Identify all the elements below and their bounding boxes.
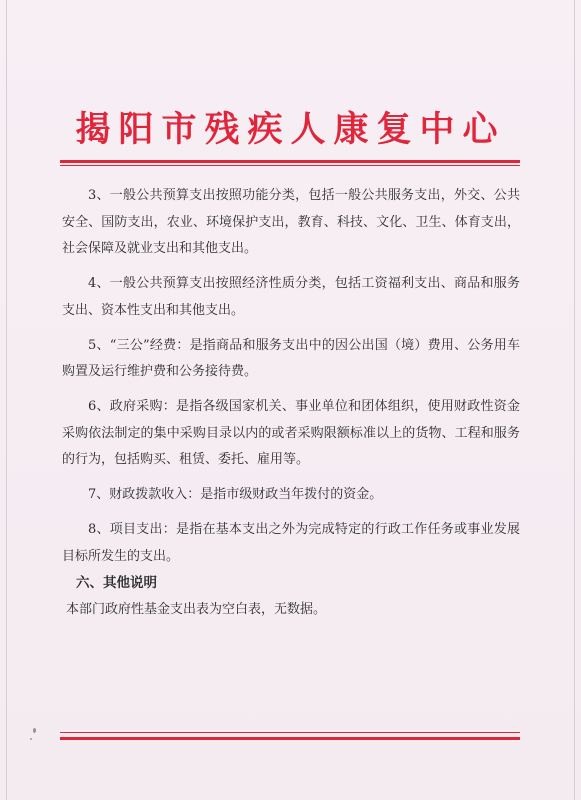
paragraph-5: 5、“三公”经费：是指商品和服务支出中的因公出国（境）费用、公务用车购置及运行维护费和公务接待费。 <box>62 337 520 379</box>
footer-rule-thin <box>60 732 520 733</box>
letterhead-rule-thick <box>60 160 520 163</box>
letterhead-rule-thin <box>60 165 520 166</box>
paragraph-6: 6、政府采购：是指各级国家机关、事业单位和团体组织，使用财政性资金采购依法制定的集中采购目录以内的或者采购限额标准以上的货物、工程和服务的行为，包括购买、租赁、委托、雇用等。 <box>62 399 520 467</box>
paragraph-4: 4、一般公共预算支出按照经济性质分类，包括工资福利支出、商品和服务支出、资本性支出和其他支出。 <box>62 276 520 318</box>
footer-rule-thick <box>60 737 520 740</box>
paragraph-3: 3、一般公共预算支出按照功能分类，包括一般公共服务支出，外交、公共安全、国防支出，农业、环境保护支出，教育、科技、文化、卫生、体育支出，社会保障及就业支出和其他支出。 <box>62 188 520 256</box>
letterhead-title: 揭阳市残疾人康复中心 <box>75 109 506 150</box>
note-text: 本部门政府性基金支出表为空白表，无数据。 <box>66 601 327 617</box>
document-body <box>62 183 520 623</box>
paragraph-7: 7、财政拨款收入：是指市级财政当年拨付的资金。 <box>88 487 383 502</box>
paper-speck <box>30 738 32 740</box>
section-heading-other: 六、其他说明 <box>76 575 157 591</box>
paper-speck <box>33 728 36 733</box>
paragraph-8: 8、项目支出：是指在基本支出之外为完成特定的行政工作任务或事业发展目标所发生的支出。 <box>62 522 520 564</box>
